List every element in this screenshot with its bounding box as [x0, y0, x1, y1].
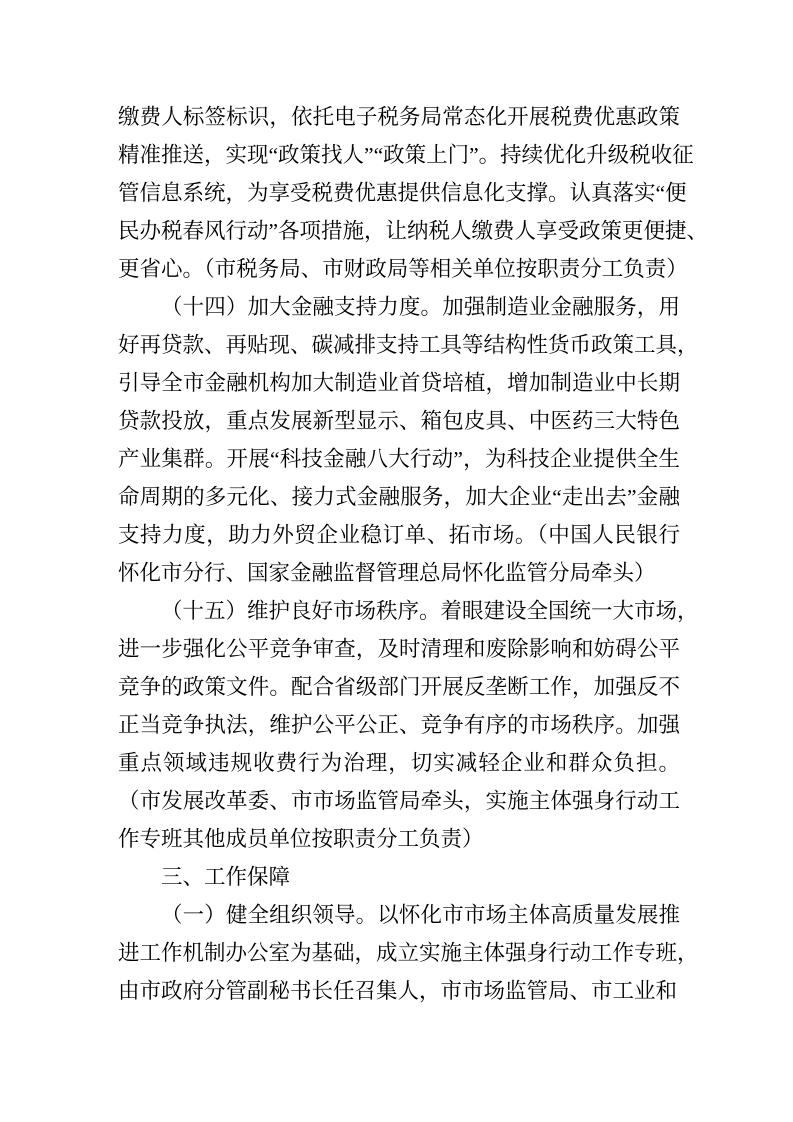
paragraph-item-14-financial-support — [118, 288, 699, 592]
text-line: 引导全市金融机构加大制造业首贷培植，增加制造业中长期 — [118, 371, 680, 395]
text-line: 进工作机制办公室为基础，成立实施主体强身行动工作专班， — [118, 941, 699, 965]
text-line: （十五）维护良好市场秩序。着眼建设全国统一大市场， — [161, 599, 699, 623]
paragraph-tax-policy-continuation — [118, 98, 709, 288]
text-line: 怀化市分行、国家金融监督管理总局怀化监管分局牵头） — [118, 561, 656, 585]
text-line: （市发展改革委、市市场监管局牵头，实施主体强身行动工 — [118, 789, 680, 813]
text-line: 更省心。（市税务局、市财政局等相关单位按职责分工负责） — [118, 257, 688, 281]
text-line: 命周期的多元化、接力式金融服务，加大企业“走出去”金融 — [118, 485, 680, 509]
section-heading-work-guarantee — [118, 858, 680, 896]
section-heading-line: 三、工作保障 — [161, 865, 291, 889]
text-line: 正当竞争执法，维护公平公正、竞争有序的市场秩序。加强 — [118, 713, 680, 737]
text-line: 精准推送，实现“政策找人”“政策上门”。持续优化升级税收征 — [118, 143, 694, 167]
text-line: 好再贷款、再贴现、碳减排支持工具等结构性货币政策工具， — [118, 333, 699, 357]
text-line: 重点领域违规收费行为治理，切实减轻企业和群众负担。 — [118, 751, 680, 775]
text-line: 民办税春风行动”各项措施，让纳税人缴费人享受政策更便捷、 — [118, 219, 709, 243]
text-line: （十四）加大金融支持力度。加强制造业金融服务，用 — [161, 295, 680, 319]
paragraph-item-1-organization-leadership — [118, 896, 699, 1010]
text-line: 竞争的政策文件。配合省级部门开展反垄断工作，加强反不 — [118, 675, 680, 699]
text-line: 作专班其他成员单位按职责分工负责） — [118, 827, 484, 851]
document-text-block — [118, 98, 709, 1010]
text-line: （一）健全组织领导。以怀化市市场主体高质量发展推 — [161, 903, 680, 927]
text-line: 贷款投放，重点发展新型显示、箱包皮具、中医药三大特色 — [118, 409, 680, 433]
text-line: 管信息系统，为享受税费优惠提供信息化支撑。认真落实“便 — [118, 181, 687, 205]
text-line: 进一步强化公平竞争审查，及时清理和废除影响和妨碍公平 — [118, 637, 680, 661]
text-line: 产业集群。开展“科技金融八大行动”，为科技企业提供全生 — [118, 447, 680, 471]
paragraph-item-15-market-order — [118, 592, 699, 858]
text-line: 由市政府分管副秘书长任召集人，市市场监管局、市工业和 — [118, 979, 678, 1003]
text-line: 支持力度，助力外贸企业稳订单、拓市场。（中国人民银行 — [118, 523, 680, 547]
text-line: 缴费人标签标识，依托电子税务局常态化开展税费优惠政策 — [118, 105, 680, 129]
